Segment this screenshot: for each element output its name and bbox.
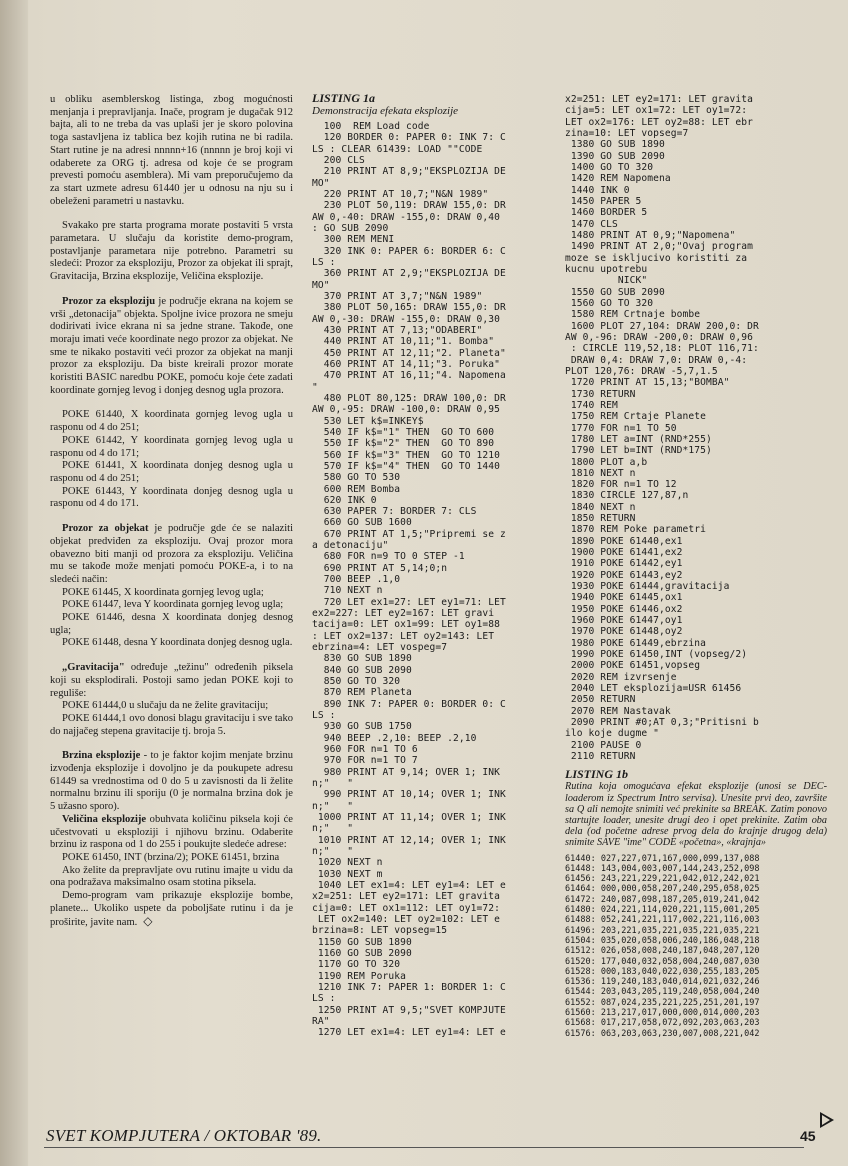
poke-line: POKE 61445, X koordinata gornjeg levog ugla; — [62, 586, 264, 598]
listing-title: LISTING 1a — [312, 91, 376, 105]
article-paragraph: Prozor za objekat je područje gde će se nalaziti objekat predviđen za eksploziju. Ovaj prozor mora obavezno biti manji od prozora za eksploziju. Veličina mu se takođe može menjati pomoću POKE-a, i to na sledeći način: — [50, 523, 293, 585]
poke-line: POKE 61446, desna X koordinata donjeg desnog ugla; — [50, 612, 293, 636]
listing-title: LISTING 1b — [565, 767, 629, 782]
magazine-footer: SVET KOMPJUTERA / OKTOBAR '89. — [46, 1126, 322, 1145]
poke-line: POKE 61441, X koordinata donjeg desnog ugla u rasponu od 4 do 251; — [50, 460, 293, 484]
article-paragraph: Prozor za eksploziju je područje ekrana na kojem se vrši „detonacija" objekta. Spoljne ivice prozora ne smeju dodirivati ivice ekrana ni sa jedne strane. Takođe, one moraju imati veće koordinate nego prozor za objekat. Ne sme te nikako postaviti veći prozor za objekat na manji prozor za eksploziju. Da biste kreirali prozor morate koristiti BASIC naredbu POKE, pomoću koje ćete zadati koordinate gornjeg levog i donjeg desnog ugla prozora. — [50, 295, 293, 396]
article-column — [50, 94, 293, 930]
page-gutter — [0, 0, 28, 1166]
article-paragraph: Brzina eksplozije - to je faktor kojim menjate brzinu izvođenja eksplozije i dovoljno je da poukupete adresu 61449 sa vrednostima od 0 do 5 u zavisnosti da li želite normalnu brzinu ili sporiju (0 je normalna brzina dok je 5 užasno sporo). — [50, 750, 293, 813]
subheading: „Gravitacija" — [62, 662, 125, 674]
poke-line: POKE 61440, X koordinata gornjeg levog ugla u rasponu od 4 do 251; — [50, 409, 293, 434]
hex-dump-listing: 61440: 027,227,071,167,000,099,137,088 61448: 143,004,003,007,144,243,252,098 61456: 243,221,229,221,042,012,242,021 61464: 000,000,058,207,240,295,058,025 61472: 240,087,098,187,205,019,241,042 61480: 024,221,114,020,221,115,001,205 61488: 052,241,221,117,002,221,116,003 61496: 203,221,035,221,035,221,035,221 61504: 035,020,058,006,240,186,048,218 61512: 026,058,008,240,187,048,207,120 61520: 177,040,032,058,004,240,087,030 61528: 000,183,040,022,030,255,183,205 61536: 119,240,183,040,014,021,032,246 61544: 203,043,205,119,240,058,004,240 61552: 087,024,235,221,225,251,201,197 61560: 213,217,017,000,000,014,000,203 61568: 017,217,058,072,092,203,063,203 61576: 063,203,063,230,007,008,221,042 — [565, 853, 760, 1039]
poke-line: POKE 61450, INT (brzina/2); POKE 61451, brzina — [62, 851, 280, 863]
basic-code-listing-continued: x2=251: LET ey2=171: LET gravita cija=5: LET ox1=72: LET oy1=72: LET ox2=176: LET oy2=88: LET ebr zina=10: LET vopseg=7 1380 GO SUB 1890 1390 GO SUB 2090 1400 GO TO 320 1420 REM Napomena 1440 INK 0 1450 PAPER 5 1460 BORDER 5 1470 CLS 1480 PRINT AT 0,9;"Napomena" 1490 PRINT AT 2,0;"Ovaj program moze se iskljucivo koristiti za kucnu upotrebu NICK" 1550 GO SUB 2090 1560 GO TO 320 1580 REM Crtnaje bombe 1600 PLOT 27,104: DRAW 200,0: DR AW 0,-96: DRAW -200,0: DRAW 0,96 : CIRCLE 119,52,18: PLOT 116,71: DRAW 0,4: DRAW 7,0: DRAW 0,-4: PLOT 120,76: DRAW -5,7,1.5 1720 PRINT AT 15,13;"BOMBA" 1730 RETURN 1740 REM 1750 REM Crtaje Planete 1770 FOR n=1 TO 50 1780 LET a=INT (RND*255) 1790 LET b=INT (RND*175) 1800 PLOT a,b 1810 NEXT n 1820 FOR n=1 TO 12 1830 CIRCLE 127,87,n 1840 NEXT n 1850 RETURN 1870 REM Poke parametri 1890 POKE 61440,ex1 1900 POKE 61441,ex2 1910 POKE 61442,ey1 1920 POKE 61443,ey2 1930 POKE 61444,gravitacija 1940 POKE 61445,ox1 1950 POKE 61446,ox2 1960 POKE 61447,oy1 1970 POKE 61448,oy2 1980 POKE 61449,ebrzina 1990 POKE 61450,INT (vopseg/2) 2000 POKE 61451,vopseg 2020 REM izvrsenje 2040 LET eksplozija=USR 61456 2050 RETURN 2070 REM Nastavak 2090 PRINT #0;AT 0,3;"Pritisni b ilo koje dugme " 2100 PAUSE 0 2110 RETURN — [565, 94, 759, 763]
poke-line: POKE 61444,0 u slučaju da ne želite gravitaciju; — [62, 700, 269, 712]
listing-subtitle: Rutina koja omogućava efekat eksplozije (unosi se DEC-loaderom iz Spectrum Intro servisa). Unesite prvi deo, završite sa Q ali nemojte snimiti već prekinite sa BREAK. Zatim ponovo startujte loader, unesite drugi deo i opet prekinite. Zatim oba dela (od početne adrese prvog dela do krajnje drugog dela) snimite SAVE "ime" CODE «početna», «krajnja» — [565, 781, 827, 849]
article-paragraph: Svakako pre starta programa morate postaviti 5 vrsta parametara. U slučaju da koristite demo-program, postavljanje parametara nije potrebno. Parametri su sledeći: Prozor za eksploziju, Prozor za objekat ili sprajt, Gravitacija, Brzina eksplozije, Veličina eksplozije. — [50, 220, 293, 283]
listing-subtitle: Demonstracija efekata eksplozije — [312, 105, 459, 117]
end-mark-icon: ◇ — [143, 914, 153, 929]
poke-line: POKE 61443, Y koordinata donjeg desnog ugla u rasponu od 4 do 171. — [50, 485, 293, 510]
poke-line: POKE 61448, desna Y koordinata donjeg desnog ugla. — [62, 637, 293, 649]
subheading: Prozor za objekat — [62, 523, 149, 535]
listing-continuation-column — [565, 94, 827, 1039]
article-paragraph: „Gravitacija" određuje „težinu" određenih piksela koji su eksplodirali. Postoji samo jedan POKE koji to reguliše: — [50, 662, 293, 699]
article-paragraph: Demo-program vam prikazuje eksplozije bombe, planete... Ukoliko uspete da poboljšate rutinu i da je proširite, javite nam. ◇ — [50, 890, 293, 929]
footer-rule — [44, 1147, 804, 1148]
page-number: 45 — [800, 1128, 816, 1144]
next-page-arrow-icon — [820, 1112, 834, 1128]
poke-line: POKE 61447, leva Y koordinata gornjeg levog ugla; — [62, 599, 284, 611]
article-paragraph: Ako želite da prepravljate ovu rutinu imajte u vidu da ona podražava maksimalno osam stotina piksela. — [50, 864, 293, 889]
subheading: Veličina eksplozije — [62, 813, 147, 825]
listing-1a-column — [312, 92, 555, 1039]
subheading: Brzina eksplozije — [62, 750, 141, 762]
poke-line: POKE 61444,1 ovo donosi blagu gravitaciju i sve tako do najjačeg stepena gravitacije tj. broja 5. — [50, 712, 293, 737]
article-paragraph: Veličina eksplozije obuhvata količinu piksela koji će učestvovati u eksploziji i njihovu brzinu. Odaberite brzinu iz raspona od 1 do 255 i poukujte sledeće adrese: — [50, 813, 293, 851]
basic-code-listing: 100 REM Load code 120 BORDER 0: PAPER 0: INK 7: C LS : CLEAR 61439: LOAD ""CODE 200 CLS 210 PRINT AT 8,9;"EKSPLOZIJA DE MO" 220 PRINT AT 10,7;"N&N 1989" 230 PLOT 50,119: DRAW 155,0: DR AW 0,-40: DRAW -155,0: DRAW 0,40 : GO SUB 2090 300 REM MENI 320 INK 0: PAPER 6: BORDER 6: C LS : 360 PRINT AT 2,9;"EKSPLOZIJA DE MO" 370 PRINT AT 3,7;"N&N 1989" 380 PLOT 50,165: DRAW 155,0: DR AW 0,-30: DRAW -155,0: DRAW 0,30 430 PRINT AT 7,13;"ODABERI" 440 PRINT AT 10,11;"1. Bomba" 450 PRINT AT 12,11;"2. Planeta" 460 PRINT AT 14,11;"3. Poruka" 470 PRINT AT 16,11;"4. Napomena " 480 PLOT 80,125: DRAW 100,0: DR AW 0,-95: DRAW -100,0: DRAW 0,95 530 LET k$=INKEY$ 540 IF k$="1" THEN GO TO 600 550 IF k$="2" THEN GO TO 890 560 IF k$="3" THEN GO TO 1210 570 IF k$="4" THEN GO TO 1440 580 GO TO 530 600 REM Bomba 620 INK 0 630 PAPER 7: BORDER 7: CLS 660 GO SUB 1600 670 PRINT AT 1,5;"Pripremi se z a detonaciju" 680 FOR n=9 TO 0 STEP -1 690 PRINT AT 5,14;0;n 700 BEEP .1,0 710 NEXT n 720 LET ex1=27: LET ey1=71: LET ex2=227: LET ey2=167: LET gravi tacija=0: LET ox1=99: LET oy1=88 : LET ox2=137: LET oy2=143: LET ebrzina=4: LET vospeg=7 830 GO SUB 1890 840 GO SUB 2090 850 GO TO 320 870 REM Planeta 890 INK 7: PAPER 0: BORDER 0: C LS : 930 GO SUB 1750 940 BEEP .2,10: BEEP .2,10 960 FOR n=1 TO 6 970 FOR n=1 TO 7 980 PRINT AT 9,14; OVER 1; INK n;" " 990 PRINT AT 10,14; OVER 1; INK n;" " 1000 PRINT AT 11,14; OVER 1; INK n;" " 1010 PRINT AT 12,14; OVER 1; INK n;" " 1020 NEXT n 1030 NEXT m 1040 LET ex1=4: LET ey1=4: LET e x2=251: LET ey2=171: LET gravita cija=0: LET ox1=112: LET oy1=72: LET ox2=140: LET oy2=102: LET e brzina=8: LET vopseg=15 1150 GO SUB 1890 1160 GO SUB 2090 1170 GO TO 320 1190 REM Poruka 1210 INK 7: PAPER 1: BORDER 1: C LS : 1250 PRINT AT 9,5;"SVET KOMPJUTE RA" 1270 LET ex1=4: LET ey1=4: LET e — [312, 121, 506, 1039]
subheading: Prozor za eksploziju — [62, 295, 156, 307]
poke-line: POKE 61442, Y koordinata gornjeg levog ugla u rasponu od 4 do 171; — [50, 434, 293, 459]
article-paragraph: u obliku asemblerskog listinga, zbog mogućnosti menjanja i prepravljanja. Inače, program je dugačak 912 bajta, ali to ne treba da vas uplaši jer je skoro polovina toga sastavljena iz tablica bez kojih rutina ne bi radila. Start rutine je na adresi nnnnn+16 (nnnnn je broj koji vi odaberete za ORG tj. adresa od koje će se program prevesti pomoću asemblera). Mi vam preporučujemo da za start uzmete adresu 61440 jer u odnosu na nju su i obeleženi parametri u nastavku. — [50, 94, 293, 207]
